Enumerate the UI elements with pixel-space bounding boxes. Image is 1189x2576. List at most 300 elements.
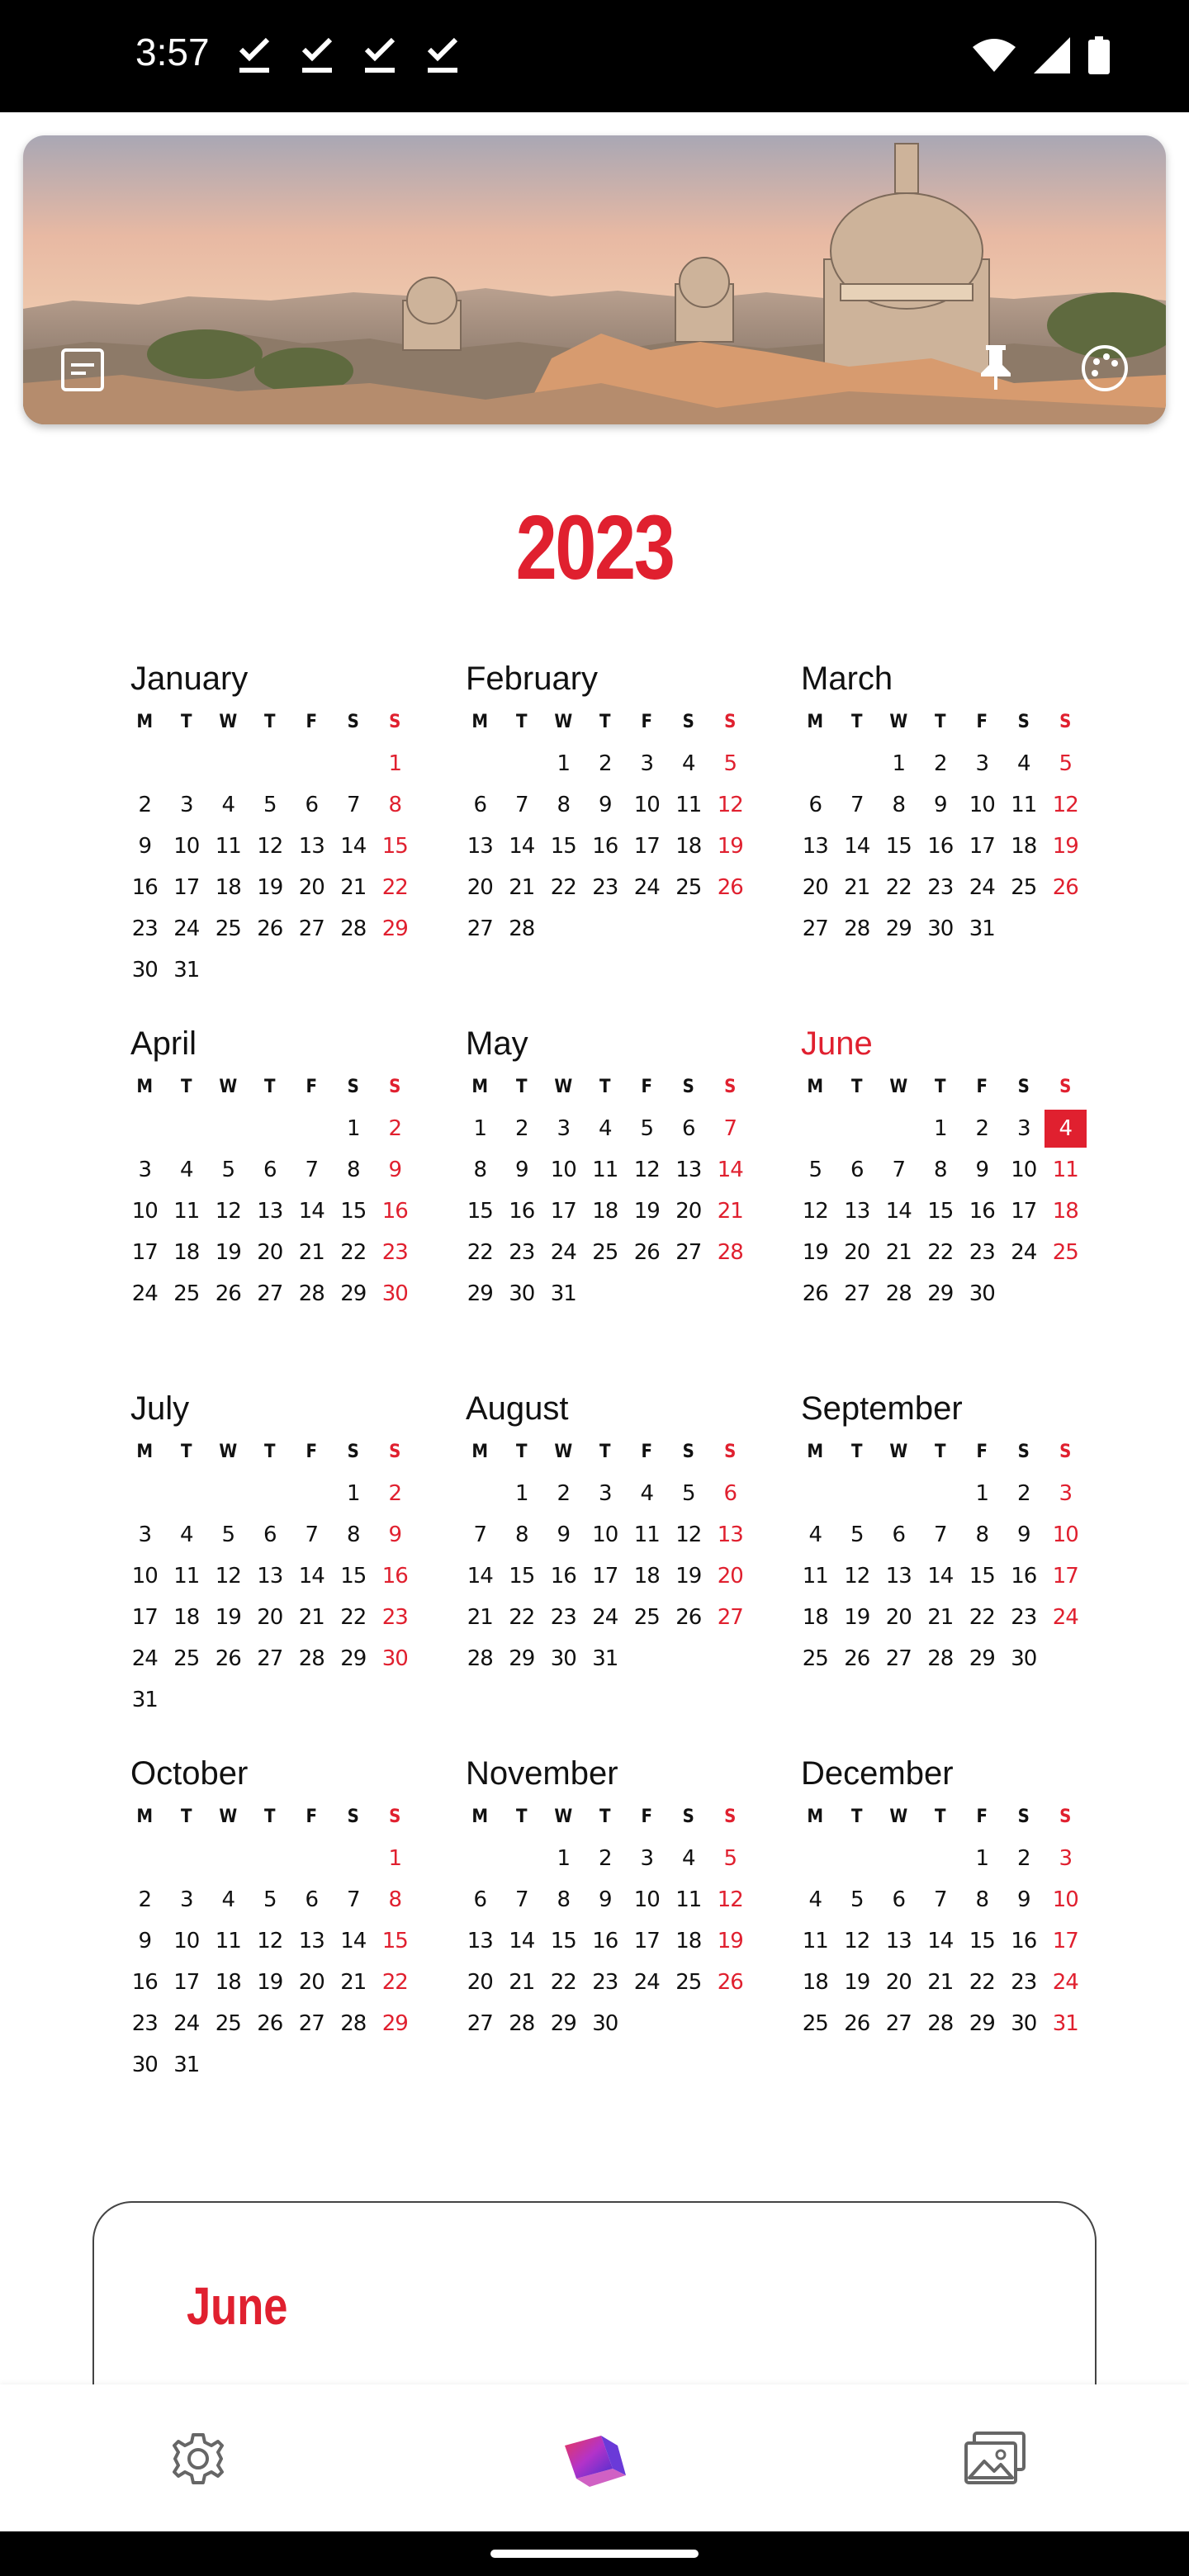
calendar-day[interactable]: 6 <box>263 1158 277 1182</box>
calendar-day[interactable]: 8 <box>346 1158 360 1182</box>
calendar-day[interactable]: 12 <box>633 1158 660 1182</box>
calendar-day[interactable]: 13 <box>885 1929 912 1953</box>
calendar-day[interactable]: 9 <box>388 1522 402 1547</box>
calendar-day[interactable]: 15 <box>340 1564 367 1589</box>
calendar-day[interactable]: 31 <box>173 2053 200 2077</box>
calendar-day[interactable]: 19 <box>257 1970 283 1995</box>
month-april[interactable] <box>124 1025 421 1314</box>
calendar-day[interactable]: 30 <box>592 2011 618 2036</box>
calendar-day[interactable]: 4 <box>1016 751 1030 776</box>
calendar-day[interactable]: 2 <box>388 1116 402 1141</box>
calendar-day[interactable]: 11 <box>633 1522 660 1547</box>
calendar-day[interactable]: 5 <box>263 793 277 817</box>
calendar-day[interactable]: 9 <box>1016 1522 1030 1547</box>
gallery-button[interactable] <box>955 2417 1037 2500</box>
calendar-day[interactable]: 26 <box>717 875 743 900</box>
calendar-day[interactable]: 24 <box>173 916 200 941</box>
calendar-day[interactable]: 29 <box>509 1646 535 1671</box>
calendar-day[interactable]: 15 <box>885 834 912 859</box>
calendar-day[interactable]: 1 <box>388 1846 402 1871</box>
calendar-day[interactable]: 19 <box>675 1564 702 1589</box>
calendar-day[interactable]: 17 <box>1011 1199 1037 1224</box>
calendar-day[interactable]: 20 <box>675 1199 702 1224</box>
calendar-day[interactable]: 19 <box>257 875 283 900</box>
calendar-day[interactable]: 28 <box>717 1240 743 1265</box>
calendar-day[interactable]: 22 <box>381 1970 408 1995</box>
calendar-day[interactable]: 22 <box>340 1240 367 1265</box>
calendar-day[interactable]: 4 <box>808 1522 822 1547</box>
calendar-day[interactable]: 24 <box>131 1646 158 1671</box>
calendar-day[interactable]: 23 <box>550 1605 576 1630</box>
calendar-day[interactable]: 17 <box>550 1199 576 1224</box>
calendar-day[interactable]: 9 <box>933 793 947 817</box>
calendar-day[interactable]: 5 <box>850 1887 864 1912</box>
calendar-day[interactable]: 11 <box>1011 793 1037 817</box>
calendar-day[interactable]: 22 <box>340 1605 367 1630</box>
calendar-day[interactable]: 22 <box>381 875 408 900</box>
calendar-day[interactable]: 26 <box>802 1281 828 1306</box>
calendar-day[interactable]: 22 <box>509 1605 535 1630</box>
calendar-day[interactable]: 11 <box>1052 1158 1078 1182</box>
calendar-day[interactable]: 25 <box>633 1605 660 1630</box>
calendar-day[interactable]: 16 <box>592 834 618 859</box>
calendar-day[interactable]: 30 <box>550 1646 576 1671</box>
calendar-day[interactable]: 23 <box>381 1605 408 1630</box>
calendar-day[interactable]: 12 <box>844 1564 870 1589</box>
calendar-day[interactable]: 6 <box>808 793 822 817</box>
calendar-day[interactable]: 2 <box>557 1481 571 1506</box>
calendar-day[interactable]: 30 <box>509 1281 535 1306</box>
calendar-day[interactable]: 23 <box>927 875 954 900</box>
calendar-day[interactable]: 10 <box>131 1199 158 1224</box>
calendar-day[interactable]: 29 <box>885 916 912 941</box>
calendar-day[interactable]: 23 <box>1011 1970 1037 1995</box>
calendar-day[interactable]: 28 <box>509 2011 535 2036</box>
calendar-day[interactable]: 5 <box>850 1522 864 1547</box>
calendar-day[interactable]: 10 <box>633 1887 660 1912</box>
calendar-day[interactable]: 20 <box>257 1605 283 1630</box>
calendar-day[interactable]: 7 <box>305 1158 319 1182</box>
calendar-day[interactable]: 16 <box>927 834 954 859</box>
calendar-day[interactable]: 7 <box>514 793 528 817</box>
calendar-day[interactable]: 8 <box>933 1158 947 1182</box>
calendar-day[interactable]: 28 <box>298 1646 324 1671</box>
calendar-day[interactable]: 17 <box>969 834 995 859</box>
calendar-day[interactable]: 6 <box>723 1481 737 1506</box>
calendar-day[interactable]: 7 <box>346 1887 360 1912</box>
calendar-day[interactable]: 8 <box>346 1522 360 1547</box>
calendar-day[interactable]: 13 <box>467 834 493 859</box>
today-day[interactable]: 4 <box>1045 1110 1087 1148</box>
calendar-day[interactable]: 6 <box>473 1887 487 1912</box>
calendar-day[interactable]: 30 <box>381 1281 408 1306</box>
calendar-day[interactable]: 19 <box>717 834 743 859</box>
calendar-day[interactable]: 18 <box>173 1240 200 1265</box>
calendar-day[interactable]: 24 <box>969 875 995 900</box>
month-february[interactable] <box>459 661 756 949</box>
calendar-day[interactable]: 22 <box>969 1605 995 1630</box>
calendar-day[interactable]: 21 <box>298 1240 324 1265</box>
calendar-day[interactable]: 24 <box>1052 1970 1078 1995</box>
calendar-day[interactable]: 1 <box>933 1116 947 1141</box>
calendar-day[interactable]: 1 <box>388 751 402 776</box>
calendar-day[interactable]: 9 <box>388 1158 402 1182</box>
calendar-day[interactable]: 27 <box>844 1281 870 1306</box>
calendar-day[interactable]: 4 <box>179 1158 193 1182</box>
calendar-day[interactable]: 2 <box>598 751 612 776</box>
calendar-day[interactable]: 13 <box>717 1522 743 1547</box>
calendar-day[interactable]: 16 <box>131 1970 158 1995</box>
calendar-day[interactable]: 25 <box>173 1281 200 1306</box>
calendar-day[interactable]: 26 <box>1052 875 1078 900</box>
calendar-day[interactable]: 4 <box>598 1116 612 1141</box>
calendar-day[interactable]: 26 <box>844 1646 870 1671</box>
calendar-day[interactable]: 15 <box>509 1564 535 1589</box>
calendar-day[interactable]: 3 <box>640 1846 654 1871</box>
calendar-day[interactable]: 16 <box>550 1564 576 1589</box>
calendar-day[interactable]: 13 <box>844 1199 870 1224</box>
calendar-day[interactable]: 20 <box>885 1970 912 1995</box>
calendar-day[interactable]: 15 <box>381 1929 408 1953</box>
calendar-day[interactable]: 1 <box>975 1481 989 1506</box>
calendar-day[interactable]: 22 <box>550 1970 576 1995</box>
calendar-day[interactable]: 6 <box>473 793 487 817</box>
calendar-day[interactable]: 10 <box>173 1929 200 1953</box>
calendar-day[interactable]: 25 <box>802 2011 828 2036</box>
calendar-day[interactable]: 28 <box>844 916 870 941</box>
calendar-day[interactable]: 1 <box>473 1116 487 1141</box>
calendar-day[interactable]: 7 <box>850 793 864 817</box>
calendar-day[interactable]: 11 <box>675 793 702 817</box>
calendar-day[interactable]: 7 <box>305 1522 319 1547</box>
calendar-day[interactable]: 5 <box>221 1158 235 1182</box>
calendar-day[interactable]: 16 <box>592 1929 618 1953</box>
calendar-day[interactable]: 20 <box>885 1605 912 1630</box>
calendar-day[interactable]: 29 <box>969 1646 995 1671</box>
calendar-day[interactable]: 14 <box>340 1929 367 1953</box>
calendar-day[interactable]: 30 <box>1011 1646 1037 1671</box>
calendar-day[interactable]: 8 <box>388 1887 402 1912</box>
calendar-day[interactable]: 2 <box>1016 1481 1030 1506</box>
month-july[interactable] <box>124 1390 421 1721</box>
calendar-day[interactable]: 27 <box>467 916 493 941</box>
calendar-day[interactable]: 29 <box>340 1646 367 1671</box>
calendar-day[interactable]: 13 <box>257 1564 283 1589</box>
calendar-day[interactable]: 23 <box>592 1970 618 1995</box>
calendar-day[interactable]: 21 <box>298 1605 324 1630</box>
calendar-day[interactable]: 30 <box>969 1281 995 1306</box>
calendar-day[interactable]: 18 <box>802 1970 828 1995</box>
calendar-day[interactable]: 2 <box>933 751 947 776</box>
calendar-day[interactable]: 14 <box>340 834 367 859</box>
calendar-day[interactable]: 28 <box>927 1646 954 1671</box>
calendar-day[interactable]: 4 <box>681 751 695 776</box>
calendar-day[interactable]: 31 <box>592 1646 618 1671</box>
app-home-button[interactable] <box>553 2417 636 2500</box>
calendar-day[interactable]: 13 <box>885 1564 912 1589</box>
calendar-day[interactable]: 27 <box>298 2011 324 2036</box>
calendar-day[interactable]: 8 <box>975 1522 989 1547</box>
calendar-day[interactable]: 20 <box>257 1240 283 1265</box>
calendar-day[interactable]: 12 <box>257 1929 283 1953</box>
calendar-day[interactable]: 6 <box>305 793 319 817</box>
calendar-day[interactable]: 27 <box>802 916 828 941</box>
calendar-day[interactable]: 30 <box>131 2053 158 2077</box>
calendar-day[interactable]: 28 <box>509 916 535 941</box>
month-january[interactable] <box>124 661 421 991</box>
calendar-day[interactable]: 24 <box>633 1970 660 1995</box>
calendar-day[interactable]: 14 <box>885 1199 912 1224</box>
calendar-day[interactable]: 5 <box>723 1846 737 1871</box>
calendar-day[interactable]: 1 <box>346 1116 360 1141</box>
calendar-day[interactable]: 20 <box>844 1240 870 1265</box>
calendar-day[interactable]: 20 <box>298 875 324 900</box>
calendar-day[interactable]: 31 <box>131 1688 158 1712</box>
calendar-day[interactable]: 7 <box>933 1522 947 1547</box>
calendar-day[interactable]: 17 <box>131 1240 158 1265</box>
calendar-day[interactable]: 25 <box>215 2011 241 2036</box>
calendar-day[interactable]: 10 <box>173 834 200 859</box>
calendar-day[interactable]: 15 <box>969 1929 995 1953</box>
calendar-day[interactable]: 17 <box>633 834 660 859</box>
calendar-day[interactable]: 10 <box>969 793 995 817</box>
calendar-day[interactable]: 9 <box>598 793 612 817</box>
calendar-day[interactable]: 14 <box>467 1564 493 1589</box>
calendar-day[interactable]: 8 <box>892 793 906 817</box>
calendar-day[interactable]: 2 <box>598 1846 612 1871</box>
calendar-day[interactable]: 30 <box>131 958 158 983</box>
calendar-day[interactable]: 17 <box>1052 1929 1078 1953</box>
calendar-day[interactable]: 4 <box>681 1846 695 1871</box>
calendar-day[interactable]: 18 <box>215 875 241 900</box>
calendar-day[interactable]: 27 <box>257 1646 283 1671</box>
calendar-day[interactable]: 21 <box>340 1970 367 1995</box>
calendar-day[interactable]: 9 <box>514 1158 528 1182</box>
calendar-day[interactable]: 5 <box>808 1158 822 1182</box>
calendar-day[interactable]: 12 <box>675 1522 702 1547</box>
calendar-day[interactable]: 17 <box>131 1605 158 1630</box>
calendar-day[interactable]: 10 <box>1052 1522 1078 1547</box>
calendar-day[interactable]: 2 <box>388 1481 402 1506</box>
calendar-day[interactable]: 26 <box>717 1970 743 1995</box>
calendar-day[interactable]: 21 <box>844 875 870 900</box>
calendar-day[interactable]: 28 <box>927 2011 954 2036</box>
calendar-day[interactable]: 4 <box>221 793 235 817</box>
calendar-day[interactable]: 16 <box>1011 1929 1037 1953</box>
calendar-day[interactable]: 21 <box>927 1970 954 1995</box>
calendar-day[interactable]: 12 <box>717 1887 743 1912</box>
calendar-day[interactable]: 11 <box>215 1929 241 1953</box>
calendar-day[interactable]: 8 <box>473 1158 487 1182</box>
calendar-day[interactable]: 7 <box>473 1522 487 1547</box>
calendar-day[interactable]: 30 <box>1011 2011 1037 2036</box>
calendar-day[interactable]: 9 <box>138 834 152 859</box>
calendar-day[interactable]: 19 <box>633 1199 660 1224</box>
calendar-day[interactable]: 14 <box>509 834 535 859</box>
calendar-day[interactable]: 11 <box>802 1929 828 1953</box>
calendar-day[interactable]: 17 <box>1052 1564 1078 1589</box>
calendar-day[interactable]: 10 <box>592 1522 618 1547</box>
settings-button[interactable] <box>157 2417 239 2500</box>
calendar-day[interactable]: 20 <box>717 1564 743 1589</box>
calendar-day[interactable]: 24 <box>1052 1605 1078 1630</box>
calendar-day[interactable]: 3 <box>640 751 654 776</box>
calendar-day[interactable]: 5 <box>723 751 737 776</box>
calendar-day[interactable]: 14 <box>927 1564 954 1589</box>
calendar-day[interactable]: 13 <box>802 834 828 859</box>
calendar-day[interactable]: 16 <box>969 1199 995 1224</box>
calendar-day[interactable]: 16 <box>381 1564 408 1589</box>
calendar-day[interactable]: 17 <box>173 875 200 900</box>
calendar-day[interactable]: 31 <box>173 958 200 983</box>
calendar-day[interactable]: 21 <box>467 1605 493 1630</box>
calendar-day[interactable]: 27 <box>298 916 324 941</box>
home-gesture-handle[interactable] <box>490 2550 699 2558</box>
calendar-day[interactable]: 16 <box>131 875 158 900</box>
calendar-day[interactable]: 22 <box>969 1970 995 1995</box>
calendar-day[interactable]: 1 <box>975 1846 989 1871</box>
calendar-day[interactable]: 25 <box>675 1970 702 1995</box>
calendar-day[interactable]: 7 <box>723 1116 737 1141</box>
calendar-day[interactable]: 22 <box>550 875 576 900</box>
month-october[interactable] <box>124 1755 421 2086</box>
calendar-day[interactable]: 18 <box>592 1199 618 1224</box>
calendar-day[interactable]: 13 <box>298 834 324 859</box>
calendar-day[interactable]: 13 <box>257 1199 283 1224</box>
calendar-day[interactable]: 25 <box>802 1646 828 1671</box>
calendar-day[interactable]: 25 <box>592 1240 618 1265</box>
calendar-day[interactable]: 9 <box>975 1158 989 1182</box>
calendar-day[interactable]: 21 <box>927 1605 954 1630</box>
calendar-day[interactable]: 18 <box>675 834 702 859</box>
calendar-day[interactable]: 29 <box>550 2011 576 2036</box>
calendar-day[interactable]: 15 <box>550 834 576 859</box>
calendar-day[interactable]: 17 <box>592 1564 618 1589</box>
calendar-day[interactable]: 9 <box>1016 1887 1030 1912</box>
calendar-day[interactable]: 22 <box>467 1240 493 1265</box>
calendar-day[interactable]: 1 <box>892 751 906 776</box>
calendar-day[interactable]: 23 <box>509 1240 535 1265</box>
calendar-day[interactable]: 24 <box>1011 1240 1037 1265</box>
calendar-day[interactable]: 19 <box>215 1240 241 1265</box>
calendar-day[interactable]: 5 <box>681 1481 695 1506</box>
calendar-day[interactable]: 3 <box>1059 1481 1073 1506</box>
calendar-day[interactable]: 25 <box>1052 1240 1078 1265</box>
calendar-day[interactable]: 29 <box>927 1281 954 1306</box>
calendar-day[interactable]: 2 <box>138 793 152 817</box>
calendar-day[interactable]: 10 <box>1011 1158 1037 1182</box>
calendar-day[interactable]: 21 <box>509 875 535 900</box>
calendar-day[interactable]: 1 <box>346 1481 360 1506</box>
calendar-day[interactable]: 18 <box>173 1605 200 1630</box>
calendar-day[interactable]: 29 <box>381 916 408 941</box>
calendar-day[interactable]: 6 <box>892 1887 906 1912</box>
calendar-day[interactable]: 27 <box>885 1646 912 1671</box>
calendar-day[interactable]: 16 <box>509 1199 535 1224</box>
calendar-day[interactable]: 15 <box>927 1199 954 1224</box>
calendar-day[interactable]: 12 <box>802 1199 828 1224</box>
calendar-day[interactable]: 5 <box>263 1887 277 1912</box>
calendar-day[interactable]: 20 <box>298 1970 324 1995</box>
calendar-day[interactable]: 22 <box>927 1240 954 1265</box>
calendar-day[interactable]: 3 <box>598 1481 612 1506</box>
calendar-day[interactable]: 14 <box>717 1158 743 1182</box>
calendar-day[interactable]: 12 <box>717 793 743 817</box>
month-november[interactable] <box>459 1755 756 2044</box>
calendar-day[interactable]: 20 <box>467 1970 493 1995</box>
calendar-day[interactable]: 6 <box>892 1522 906 1547</box>
calendar-day[interactable]: 25 <box>173 1646 200 1671</box>
calendar-day[interactable]: 9 <box>138 1929 152 1953</box>
calendar-day[interactable]: 11 <box>675 1887 702 1912</box>
calendar-day[interactable]: 14 <box>298 1199 324 1224</box>
calendar-day[interactable]: 8 <box>557 793 571 817</box>
calendar-day[interactable]: 12 <box>257 834 283 859</box>
calendar-day[interactable]: 18 <box>802 1605 828 1630</box>
calendar-day[interactable]: 3 <box>1016 1116 1030 1141</box>
calendar-day[interactable]: 31 <box>969 916 995 941</box>
calendar-day[interactable]: 2 <box>514 1116 528 1141</box>
calendar-day[interactable]: 11 <box>173 1564 200 1589</box>
calendar-day[interactable]: 18 <box>215 1970 241 1995</box>
calendar-day[interactable]: 26 <box>257 2011 283 2036</box>
calendar-day[interactable]: 3 <box>179 793 193 817</box>
calendar-day[interactable]: 16 <box>1011 1564 1037 1589</box>
calendar-day[interactable]: 11 <box>802 1564 828 1589</box>
calendar-day[interactable]: 5 <box>1059 751 1073 776</box>
calendar-day[interactable]: 13 <box>298 1929 324 1953</box>
calendar-day[interactable]: 19 <box>844 1970 870 1995</box>
calendar-day[interactable]: 30 <box>927 916 954 941</box>
calendar-day[interactable]: 4 <box>221 1887 235 1912</box>
calendar-day[interactable]: 12 <box>215 1199 241 1224</box>
calendar-day[interactable]: 20 <box>467 875 493 900</box>
calendar-day[interactable]: 2 <box>1016 1846 1030 1871</box>
calendar-day[interactable]: 21 <box>509 1970 535 1995</box>
calendar-day[interactable]: 14 <box>298 1564 324 1589</box>
calendar-day[interactable]: 28 <box>467 1646 493 1671</box>
calendar-day[interactable]: 28 <box>340 916 367 941</box>
calendar-day[interactable]: 24 <box>131 1281 158 1306</box>
calendar-day[interactable]: 7 <box>933 1887 947 1912</box>
calendar-day[interactable]: 20 <box>802 875 828 900</box>
calendar-day[interactable]: 24 <box>592 1605 618 1630</box>
calendar-day[interactable]: 25 <box>215 916 241 941</box>
calendar-day[interactable]: 5 <box>640 1116 654 1141</box>
calendar-day[interactable]: 21 <box>885 1240 912 1265</box>
calendar-day[interactable]: 26 <box>844 2011 870 2036</box>
calendar-day[interactable]: 26 <box>675 1605 702 1630</box>
calendar-day[interactable]: 1 <box>514 1481 528 1506</box>
calendar-day[interactable]: 26 <box>633 1240 660 1265</box>
calendar-day[interactable]: 23 <box>131 2011 158 2036</box>
calendar-day[interactable]: 9 <box>598 1887 612 1912</box>
calendar-day[interactable]: 5 <box>221 1522 235 1547</box>
calendar-day[interactable]: 17 <box>173 1970 200 1995</box>
calendar-day[interactable]: 19 <box>1052 834 1078 859</box>
calendar-day[interactable]: 4 <box>808 1887 822 1912</box>
calendar-day[interactable]: 6 <box>263 1522 277 1547</box>
calendar-day[interactable]: 10 <box>131 1564 158 1589</box>
calendar-day[interactable]: 26 <box>257 916 283 941</box>
calendar-day[interactable]: 12 <box>844 1929 870 1953</box>
calendar-day[interactable]: 16 <box>381 1199 408 1224</box>
calendar-day[interactable]: 19 <box>717 1929 743 1953</box>
notes-icon[interactable] <box>56 343 109 396</box>
calendar-day[interactable]: 24 <box>633 875 660 900</box>
calendar-day[interactable]: 10 <box>1052 1887 1078 1912</box>
calendar-day[interactable]: 11 <box>215 834 241 859</box>
